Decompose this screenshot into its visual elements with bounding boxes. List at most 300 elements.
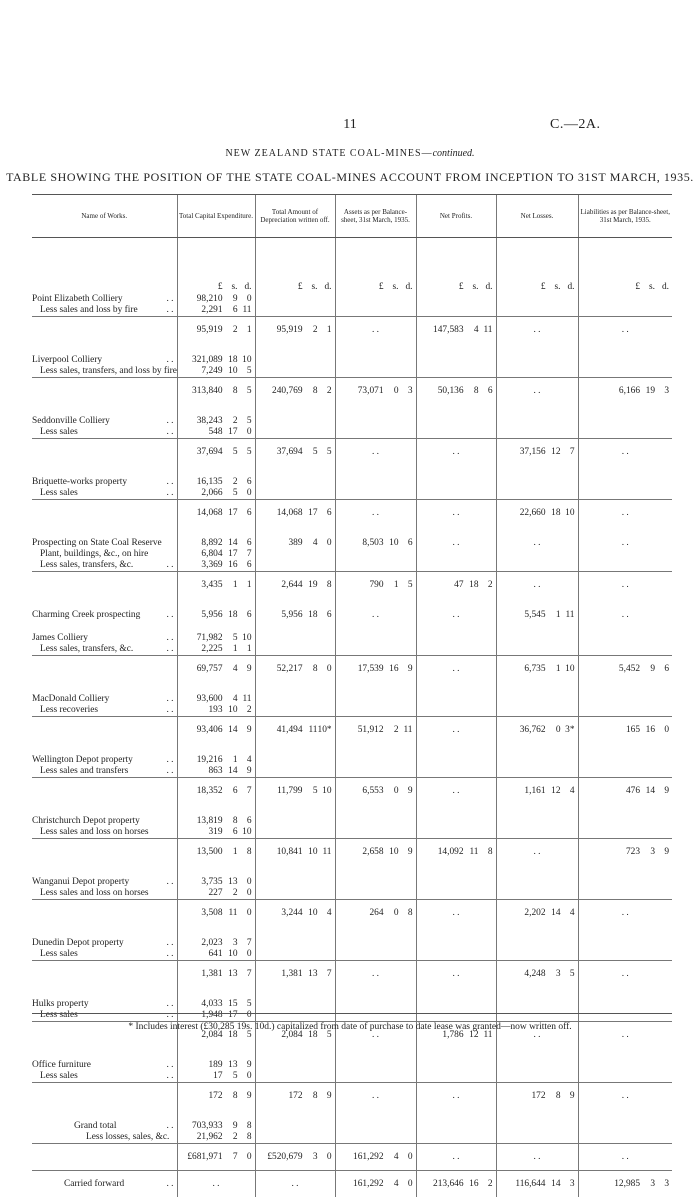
spacer-cell [416, 682, 496, 694]
shillings: 13 [223, 1060, 238, 1071]
shillings: 18 [546, 508, 561, 519]
spacer-cell [496, 1109, 578, 1121]
pence: 9 [238, 725, 252, 736]
footnote: * Includes interest (£30,285 19s. 10d.) capitalized from date of purchase to date lease was granted—now written off. [0, 1022, 700, 1032]
pounds: 52,217 [269, 664, 303, 675]
pence: 10 [238, 633, 252, 644]
profits-total-cell [416, 656, 496, 683]
works-name-cell [32, 694, 177, 705]
pence: 4 [318, 908, 332, 919]
pounds: 476 [606, 786, 640, 797]
pounds: 2,084 [269, 1030, 303, 1041]
dots-placeholder: . . [420, 610, 493, 621]
assets-cell [335, 416, 416, 427]
spacer-cell [32, 343, 177, 355]
pounds: 3,369 [189, 560, 223, 571]
row-label [32, 705, 174, 716]
pence: 0 [238, 908, 252, 919]
pounds: 161,292 [350, 1152, 384, 1163]
pence: 2 [479, 580, 493, 591]
works-name-cell [32, 877, 177, 888]
pence: 2 [479, 1179, 493, 1190]
works-name-cell [32, 900, 177, 927]
shillings: 11 [464, 847, 479, 858]
works-name-cell [32, 949, 177, 961]
dots-placeholder: . . [420, 508, 493, 519]
profits-total-cell [416, 317, 496, 344]
spacer-cell [177, 465, 255, 477]
assets-cell [335, 938, 416, 949]
table-row [32, 366, 672, 378]
pence: 8 [238, 1121, 252, 1132]
pounds: 93,600 [189, 694, 223, 705]
label-leader: . . [166, 644, 173, 655]
unit-cell [416, 238, 496, 295]
assets-total-cell [335, 439, 416, 466]
table-row [32, 1060, 672, 1071]
label-leader: . . [166, 1010, 173, 1021]
shillings: 1 [384, 580, 399, 591]
pence-symbol: d. [399, 282, 413, 293]
pound-symbol: £ [269, 282, 303, 293]
pounds: 321,089 [189, 355, 223, 366]
spacer-cell [177, 865, 255, 877]
shillings: 12 [464, 1030, 479, 1041]
spacer-cell [578, 1109, 672, 1121]
pounds: 3,735 [189, 877, 223, 888]
profits-cell [416, 877, 496, 888]
unit-cell [177, 238, 255, 295]
row-label [32, 938, 174, 949]
shillings: 10 [384, 538, 399, 549]
label-leader: . . [166, 1071, 173, 1082]
pounds: 165 [606, 725, 640, 736]
profits-total-cell [416, 839, 496, 866]
spacer-cell [496, 865, 578, 877]
table-row [32, 427, 672, 439]
assets-total-cell [335, 1144, 416, 1171]
spacer-cell [335, 598, 416, 610]
grand-total-row [32, 1121, 672, 1132]
shillings: 18 [223, 610, 238, 621]
table-row [32, 999, 672, 1010]
depreciation-cell [255, 1010, 335, 1022]
works-name-cell [32, 500, 177, 527]
label-leader: . . [166, 766, 173, 777]
dots-placeholder: . . [500, 538, 575, 549]
pounds: 213,646 [430, 1179, 464, 1190]
shillings: 0 [384, 386, 399, 397]
table-row [32, 877, 672, 888]
spacer-row [32, 343, 672, 355]
label-text: Less sales [40, 949, 78, 960]
pounds: 3,435 [189, 580, 223, 591]
spacer-cell [32, 598, 177, 610]
label-text: MacDonald Colliery [32, 694, 109, 705]
shillings: 16 [384, 664, 399, 675]
spacer-cell [578, 926, 672, 938]
liabilities-cell [578, 633, 672, 644]
pence: 7 [238, 969, 252, 980]
pounds: 50,136 [430, 386, 464, 397]
row-label [32, 549, 174, 560]
spacer-cell [177, 1109, 255, 1121]
assets-total-cell [335, 900, 416, 927]
label-text: Less sales [40, 427, 78, 438]
shillings: 5 [223, 1071, 238, 1082]
pence: 5 [238, 999, 252, 1010]
pounds: 14,068 [269, 508, 303, 519]
amount [181, 755, 252, 766]
pence: 6 [399, 538, 413, 549]
profits-total-cell [416, 1083, 496, 1110]
amount [181, 508, 252, 519]
works-name-cell [32, 439, 177, 466]
spacer-cell [255, 682, 335, 694]
shillings: 9 [223, 1121, 238, 1132]
pence: 0 [318, 664, 332, 675]
label-leader: . . [166, 1060, 173, 1071]
pound-symbol: £ [512, 282, 546, 293]
shillings: 8 [223, 386, 238, 397]
assets-cell [335, 477, 416, 488]
amount [181, 888, 252, 899]
pounds: 1,161 [512, 786, 546, 797]
subtotal-row [32, 961, 672, 988]
amount [500, 908, 575, 919]
capital-cell [177, 610, 255, 621]
spacer-cell [416, 987, 496, 999]
liabilities-cell [578, 705, 672, 717]
label-text: Liverpool Colliery [32, 355, 102, 366]
losses-cell [496, 694, 578, 705]
amount [181, 694, 252, 705]
unit-cell [496, 238, 578, 295]
spacer-cell [335, 343, 416, 355]
profits-cell [416, 705, 496, 717]
liabilities-total-cell [578, 439, 672, 466]
pence: 0 [238, 888, 252, 899]
pounds: 19,216 [189, 755, 223, 766]
capital-total-cell [177, 900, 255, 927]
spacer-cell [578, 682, 672, 694]
table-row [32, 305, 672, 317]
spacer-cell [255, 404, 335, 416]
pence: 0 [238, 427, 252, 438]
losses-total-cell [496, 778, 578, 805]
losses-cell [496, 488, 578, 500]
amount [259, 725, 332, 736]
spacer-cell [32, 526, 177, 538]
amount [259, 325, 332, 336]
pence: 2 [318, 386, 332, 397]
shillings: 5 [223, 488, 238, 499]
profits-cell [416, 610, 496, 621]
profits-cell [416, 888, 496, 900]
amount [181, 538, 252, 549]
spacer-cell [335, 743, 416, 755]
pounds: 6,553 [350, 786, 384, 797]
depreciation-cell [255, 305, 335, 317]
depreciation-cell [255, 705, 335, 717]
depreciation-cell [255, 477, 335, 488]
depreciation-total-cell [255, 839, 335, 866]
amount [500, 610, 575, 621]
losses-cell [496, 633, 578, 644]
amount [339, 538, 413, 549]
label-text: James Colliery [32, 633, 88, 644]
pound-symbol: £ [350, 282, 384, 293]
liabilities-cell [578, 549, 672, 560]
label-leader: . . [166, 355, 173, 366]
depreciation-cell [255, 549, 335, 560]
row-label [32, 999, 174, 1010]
table-row [32, 1010, 672, 1022]
capital-cell [177, 416, 255, 427]
assets-cell [335, 633, 416, 644]
row-label [32, 366, 174, 377]
assets-cell [335, 816, 416, 827]
label-leader: . . [166, 705, 173, 716]
works-name-cell [32, 1121, 177, 1132]
amount [500, 447, 575, 458]
shillings: 1 [223, 644, 238, 655]
amount [500, 786, 575, 797]
works-name-cell [32, 839, 177, 866]
assets-cell [335, 366, 416, 378]
losses-cell [496, 816, 578, 827]
works-name-cell [32, 610, 177, 621]
pence: 10* [318, 725, 332, 736]
amount [339, 847, 413, 858]
capital-cell [177, 1132, 255, 1144]
pence: 8 [399, 908, 413, 919]
amount [339, 580, 413, 591]
losses-cell [496, 644, 578, 656]
amount [181, 610, 252, 621]
capital-cell [177, 305, 255, 317]
dots-placeholder: . . [420, 1091, 493, 1102]
amount [259, 786, 332, 797]
pounds: 6,735 [512, 664, 546, 675]
shillings: 17 [223, 508, 238, 519]
capital-cell [177, 633, 255, 644]
pence: 0 [318, 538, 332, 549]
label-text: Christchurch Depot property [32, 816, 140, 827]
pounds: 13,500 [189, 847, 223, 858]
pence: 9 [561, 1091, 575, 1102]
subtotal-row [32, 839, 672, 866]
shillings: 14 [223, 725, 238, 736]
works-name-cell [32, 1132, 177, 1144]
shillings: 17 [223, 549, 238, 560]
shillings: 14 [546, 908, 561, 919]
pence: 9 [238, 664, 252, 675]
capital-total-cell [177, 500, 255, 527]
shillings: 16 [640, 725, 655, 736]
profits-total-cell [416, 378, 496, 405]
spacer-row [32, 465, 672, 477]
spacer-cell [32, 1109, 177, 1121]
capital-cell [177, 538, 255, 549]
losses-total-cell [496, 1083, 578, 1110]
pence: 4 [561, 908, 575, 919]
pence: 3 [399, 386, 413, 397]
liabilities-cell [578, 610, 672, 621]
pound-symbol: £ [430, 282, 464, 293]
pounds: 227 [189, 888, 223, 899]
shillings: 14 [223, 538, 238, 549]
shillings: 5 [223, 633, 238, 644]
empty-cell [578, 1132, 672, 1144]
dots-placeholder: . . [339, 508, 413, 519]
shilling-symbol: s. [546, 282, 561, 293]
coal-mines-table [32, 194, 672, 1197]
losses-cell [496, 366, 578, 378]
depreciation-cell [255, 888, 335, 900]
losses-cell [496, 877, 578, 888]
col-header-profits: Net Profits. [416, 195, 496, 238]
amount [500, 969, 575, 980]
pence: 10 [318, 786, 332, 797]
amount [420, 580, 493, 591]
works-name-cell [32, 961, 177, 988]
spacer-cell [416, 743, 496, 755]
assets-total-cell [335, 717, 416, 744]
table-row [32, 888, 672, 900]
pounds: 863 [189, 766, 223, 777]
amount [181, 816, 252, 827]
dots-placeholder: . . [582, 1091, 670, 1102]
amount [181, 305, 252, 316]
pence: 10 [238, 827, 252, 838]
shillings: 18 [464, 580, 479, 591]
dots-placeholder: . . [420, 969, 493, 980]
empty-cell [335, 1132, 416, 1144]
pounds: 5,956 [189, 610, 223, 621]
losses-cell [496, 294, 578, 305]
losses-total-cell [496, 656, 578, 683]
pence: 5 [318, 1030, 332, 1041]
dots-placeholder: . . [582, 508, 670, 519]
spacer-cell [255, 526, 335, 538]
pounds: 193 [189, 705, 223, 716]
pence: 6 [318, 610, 332, 621]
shillings: 4 [223, 664, 238, 675]
depreciation-cell [255, 416, 335, 427]
works-name-cell [32, 1060, 177, 1071]
table-row [32, 766, 672, 778]
works-name-cell [32, 938, 177, 949]
shillings: 1 [546, 610, 561, 621]
amount [500, 664, 575, 675]
unit-symbols [259, 282, 332, 293]
dots-placeholder: . . [500, 580, 575, 591]
shillings: 8 [303, 664, 318, 675]
losses-cell [496, 1071, 578, 1083]
subtotal-row [32, 317, 672, 344]
shillings: 5 [223, 447, 238, 458]
pence: 7 [238, 786, 252, 797]
label-text: Prospecting on State Coal Reserve [32, 538, 162, 549]
pence: 3 [561, 1179, 575, 1190]
amount [582, 725, 670, 736]
table-row [32, 827, 672, 839]
row-label [32, 560, 174, 571]
losses-total-cell [496, 961, 578, 988]
depreciation-cell [255, 538, 335, 549]
liabilities-cell [578, 538, 672, 549]
losses-cell [496, 538, 578, 549]
amount [181, 725, 252, 736]
label-text: Less sales and loss on horses [40, 827, 149, 838]
amount [582, 664, 670, 675]
shillings: 10 [223, 366, 238, 377]
shillings: 14 [223, 766, 238, 777]
spacer-cell [335, 1109, 416, 1121]
table-row [32, 755, 672, 766]
pence: 11 [238, 305, 252, 316]
label-text: Point Elizabeth Colliery [32, 294, 123, 305]
pounds: 240,769 [269, 386, 303, 397]
label-leader: . . [166, 1179, 173, 1190]
shillings: 8 [303, 386, 318, 397]
profits-cell [416, 538, 496, 549]
liabilities-total-cell [578, 572, 672, 599]
empty-cell [578, 1121, 672, 1132]
spacer-cell [578, 343, 672, 355]
spacer-cell [578, 621, 672, 633]
title-text: NEW ZEALAND STATE COAL-MINES— [225, 148, 432, 159]
depreciation-cell [255, 1071, 335, 1083]
pounds: 38,243 [189, 416, 223, 427]
col-header-assets: Assets as per Balance-sheet, 31st March, 1935. [335, 195, 416, 238]
assets-total-cell [335, 778, 416, 805]
depreciation-total-cell [255, 378, 335, 405]
pounds: 16,135 [189, 477, 223, 488]
works-name-cell [32, 1010, 177, 1022]
page-title [0, 148, 700, 159]
amount [181, 366, 252, 377]
shillings: 11 [303, 725, 318, 736]
amount [259, 386, 332, 397]
losses-total-cell [496, 378, 578, 405]
spacer-cell [416, 343, 496, 355]
dots-placeholder: . . [181, 1179, 252, 1190]
table-row [32, 938, 672, 949]
liabilities-cell [578, 416, 672, 427]
shillings: 10 [384, 847, 399, 858]
shillings: 15 [223, 999, 238, 1010]
capital-cell [177, 766, 255, 778]
assets-cell [335, 427, 416, 439]
losses-cell [496, 305, 578, 317]
pence: 9 [318, 1091, 332, 1102]
liabilities-total-cell [578, 500, 672, 527]
losses-cell [496, 1010, 578, 1022]
depreciation-cell [255, 999, 335, 1010]
pence: 8 [318, 580, 332, 591]
pence: 8 [238, 1132, 252, 1143]
pence: 0 [238, 949, 252, 960]
losses-total-cell [496, 317, 578, 344]
pence: 5 [399, 580, 413, 591]
pence: 0 [318, 1152, 332, 1163]
spacer-cell [255, 343, 335, 355]
spacer-cell [416, 465, 496, 477]
amount [259, 847, 332, 858]
table-row [32, 644, 672, 656]
